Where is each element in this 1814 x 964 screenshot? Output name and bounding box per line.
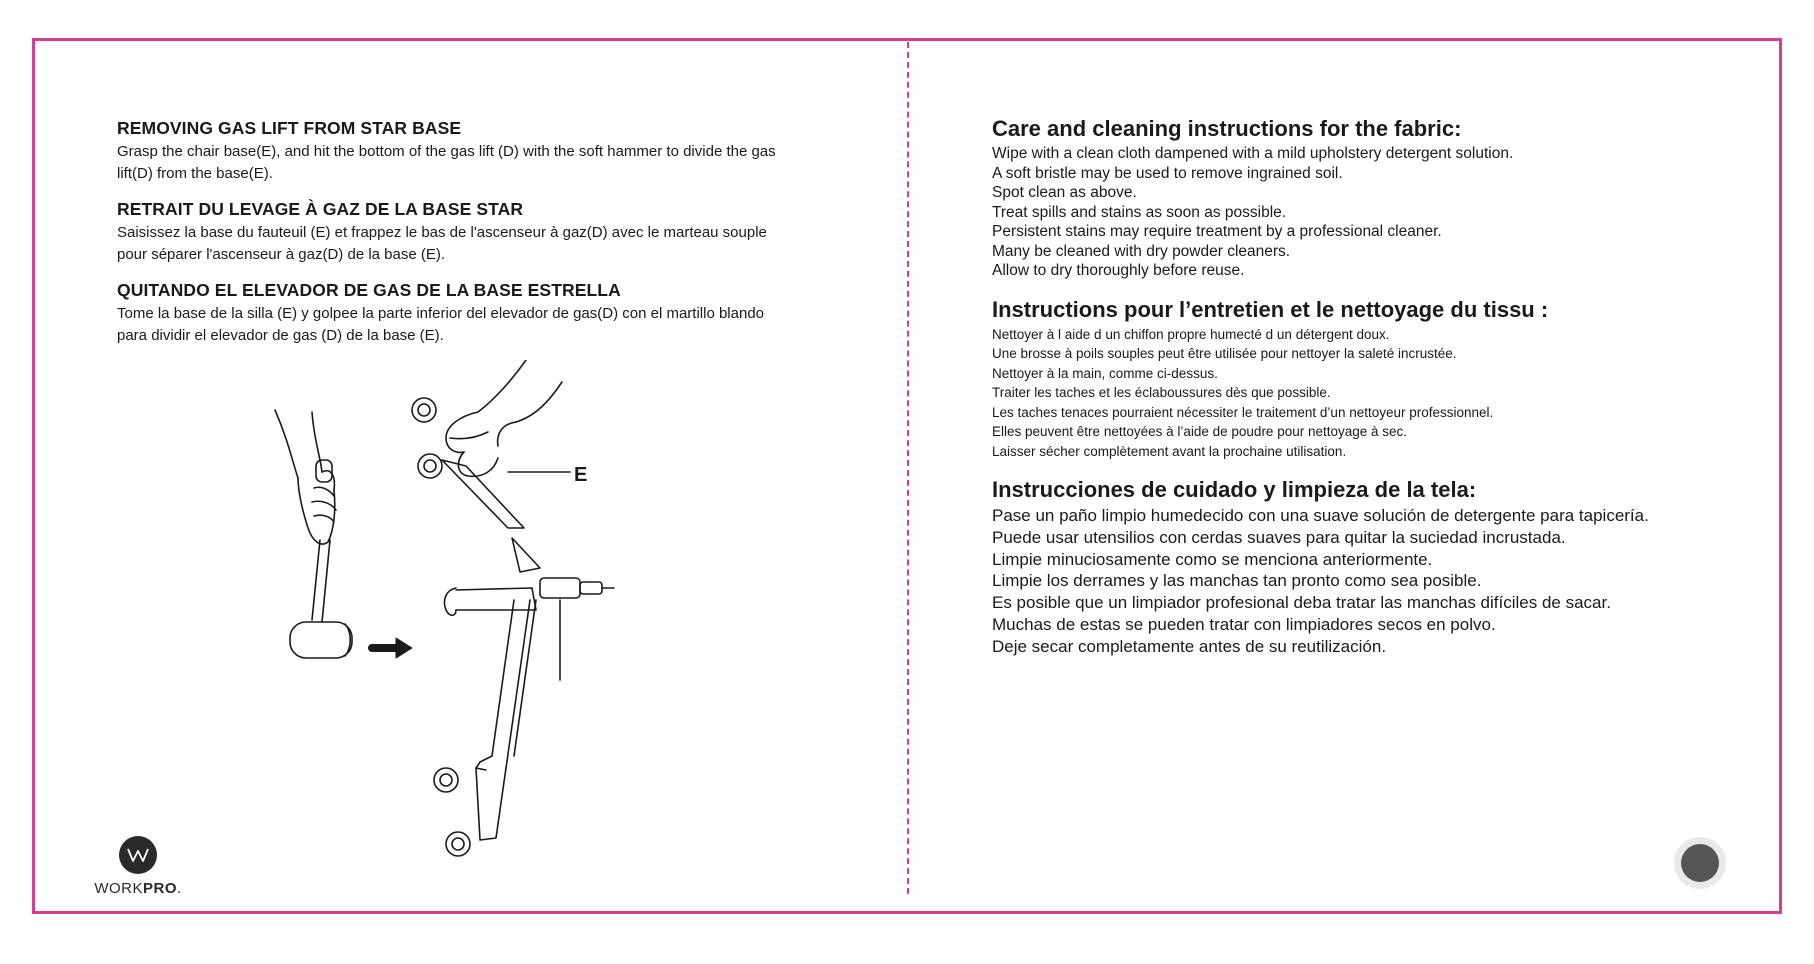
body-line: Grasp the chair base(E), and hit the bottom of the gas lift (D) with the soft hammer to divide the gas — [117, 143, 776, 160]
left-page — [117, 118, 857, 361]
section-title: REMOVING GAS LIFT FROM STAR BASE — [117, 118, 462, 138]
hammer-hand-icon — [275, 410, 352, 658]
page-marker-dot — [1674, 837, 1726, 889]
section-title: RETRAIT DU LEVAGE À GAZ DE LA BASE STAR — [117, 199, 524, 219]
page-marker-dot-inner — [1681, 844, 1719, 882]
instruction-line: Spot clean as above. — [992, 184, 1137, 201]
fold-line — [907, 42, 909, 894]
section-en — [117, 118, 857, 185]
body-line: Saisissez la base du fauteuil (E) et frappez le bas de l'ascenseur à gaz(D) avec le marteau souple — [117, 224, 767, 241]
instruction-line: Limpie los derrames y las manchas tan pronto como sea posible. — [992, 571, 1482, 591]
instruction-line: Elles peuvent être nettoyées à l’aide de poudre pour nettoyage à sec. — [992, 424, 1408, 439]
body-line: para dividir el elevador de gas (D) de la base (E). — [117, 327, 444, 344]
instruction-line: Muchas de estas se pueden tratar con limpiadores secos en polvo. — [992, 614, 1496, 634]
instruction-line: Treat spills and stains as soon as possible. — [992, 203, 1287, 221]
instruction-line: Allow to dry thoroughly before reuse. — [992, 262, 1245, 279]
instruction-line: Limpie minuciosamente como se menciona anteriormente. — [992, 549, 1433, 569]
workpro-logo — [90, 836, 186, 897]
body-line: pour séparer l'ascenseur à gaz(D) de la base (E). — [117, 246, 446, 263]
section-title: QUITANDO EL ELEVADOR DE GAS DE LA BASE ESTRELLA — [117, 280, 621, 300]
section-fr — [117, 199, 857, 266]
workpro-logo-icon — [119, 836, 157, 874]
fabric-care-es — [992, 477, 1752, 658]
gas-lift-removal-illustration — [250, 360, 670, 860]
instruction-line: Nettoyer à la main, comme ci-dessus. — [992, 365, 1218, 381]
instruction-line: Traiter les taches et les éclaboussures dès que possible. — [992, 385, 1331, 400]
body-line: Tome la base de la silla (E) y golpee la parte inferior del elevador de gas(D) con el martillo blando — [117, 305, 765, 322]
instruction-line: Es posible que un limpiador profesional deba tratar las manchas difíciles de sacar. — [992, 593, 1611, 613]
arrow-right-icon — [372, 638, 412, 658]
instruction-line: Une brosse à poils souples peut être utilisée pour nettoyer la saleté incrustée. — [992, 346, 1457, 361]
section-body — [117, 303, 857, 347]
logo-wordmark — [90, 880, 186, 897]
right-page — [992, 116, 1752, 674]
section-title: Instructions pour l’entretien et le nettoyage du tissu : — [992, 296, 1549, 322]
logo-text-suffix: . — [177, 880, 182, 897]
section-title: Instrucciones de cuidado y limpieza de la tela: — [992, 477, 1477, 502]
instruction-line: Les taches tenaces pourraient nécessiter le traitement d’un nettoyeur professionnel. — [992, 404, 1494, 420]
instruction-line: Persistent stains may require treatment by a professional cleaner. — [992, 223, 1442, 240]
label-e: E — [574, 464, 588, 486]
body-line: lift(D) from the base(E). — [117, 165, 273, 182]
instruction-line: Nettoyer à l aide d un chiffon propre humecté d un détergent doux. — [992, 326, 1390, 342]
fabric-care-en — [992, 116, 1752, 281]
instruction-line: Deje secar completamente antes de su reutilización. — [992, 636, 1387, 656]
section-es — [117, 280, 857, 347]
section-body — [117, 222, 857, 266]
section-title: Care and cleaning instructions for the fabric: — [992, 116, 1462, 141]
instruction-line: Laisser sécher complètement avant la prochaine utilisation. — [992, 443, 1347, 459]
gripping-hand-icon — [446, 360, 562, 476]
instruction-line: Puede usar utensilios con cerdas suaves para quitar la suciedad incrustada. — [992, 527, 1566, 547]
logo-text-regular: WORK — [94, 880, 143, 897]
section-body — [117, 141, 857, 185]
label-e-callout — [508, 464, 587, 486]
fabric-care-fr — [992, 297, 1752, 462]
instruction-line: A soft bristle may be used to remove ingrained soil. — [992, 164, 1343, 182]
logo-text-bold: PRO — [142, 880, 177, 897]
instruction-line: Many be cleaned with dry powder cleaners. — [992, 242, 1291, 260]
instruction-line: Pase un paño limpio humedecido con una suave solución de detergente para tapicería. — [992, 506, 1649, 525]
instruction-line: Wipe with a clean cloth dampened with a mild upholstery detergent solution. — [992, 145, 1514, 162]
